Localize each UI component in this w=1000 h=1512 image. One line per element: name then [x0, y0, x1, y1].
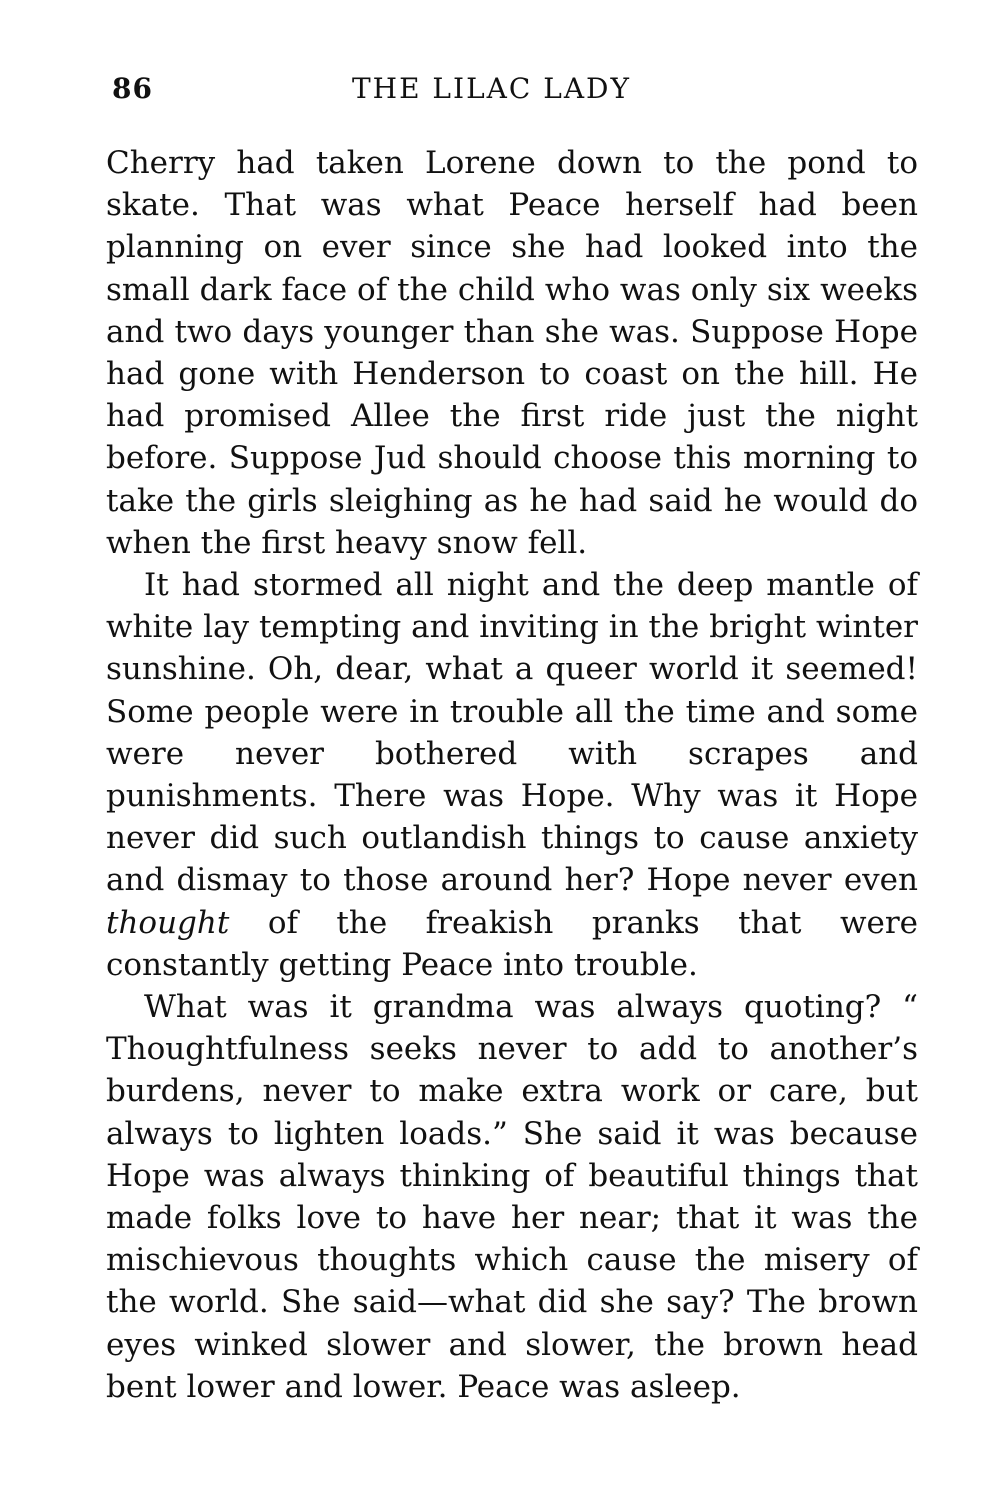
page-header — [112, 72, 924, 108]
paragraph-2-italic: thought — [106, 904, 230, 941]
page-number: 86 — [112, 72, 153, 105]
paragraph-2-text-after: of the freakish pranks that were constantly getting Peace into trouble. — [106, 904, 918, 983]
paragraph-3 — [106, 986, 918, 1408]
paragraph-3-text: What was it grandma was always quoting? “ Thoughtfulness seeks never to add to another’s burdens, never to make extra work or care, but always to lighten loads.” She said it was because Hope was always thinking of beautiful things that made folks love to have her near; that it was the mischievous thoughts which cause the misery of the world. She said—what did she say? The brown eyes winked slower and slower, the brown head bent lower and lower. Peace was asleep. — [106, 989, 918, 1405]
paragraph-2-text: It had stormed all night and the deep mantle of white lay tempting and inviting in the bright winter sunshine. Oh, dear, what a queer world it seemed! Some people were in trouble all the time and some were never bothered with scrapes and punishments. There was Hope. Why was it Hope never did such outlandish things to cause anxiety and dismay to those around her? Hope never even — [106, 567, 918, 899]
paragraph-1-text: Cherry had taken Lorene down to the pond to skate. That was what Peace herself had been planning on ever since she had looked into the small dark face of the child who was only six weeks and two days younger than she was. Suppose Hope had gone with Henderson to coast on the hill. He had promised Allee the first ride just the night before. Suppose Jud should choose this morning to take the girls sleighing as he had said he would do when the first heavy snow fell. — [106, 145, 918, 561]
running-head: THE LILAC LADY — [352, 72, 631, 105]
paragraph-1 — [106, 142, 918, 564]
paragraph-2 — [106, 564, 918, 986]
body-text — [106, 142, 918, 1408]
